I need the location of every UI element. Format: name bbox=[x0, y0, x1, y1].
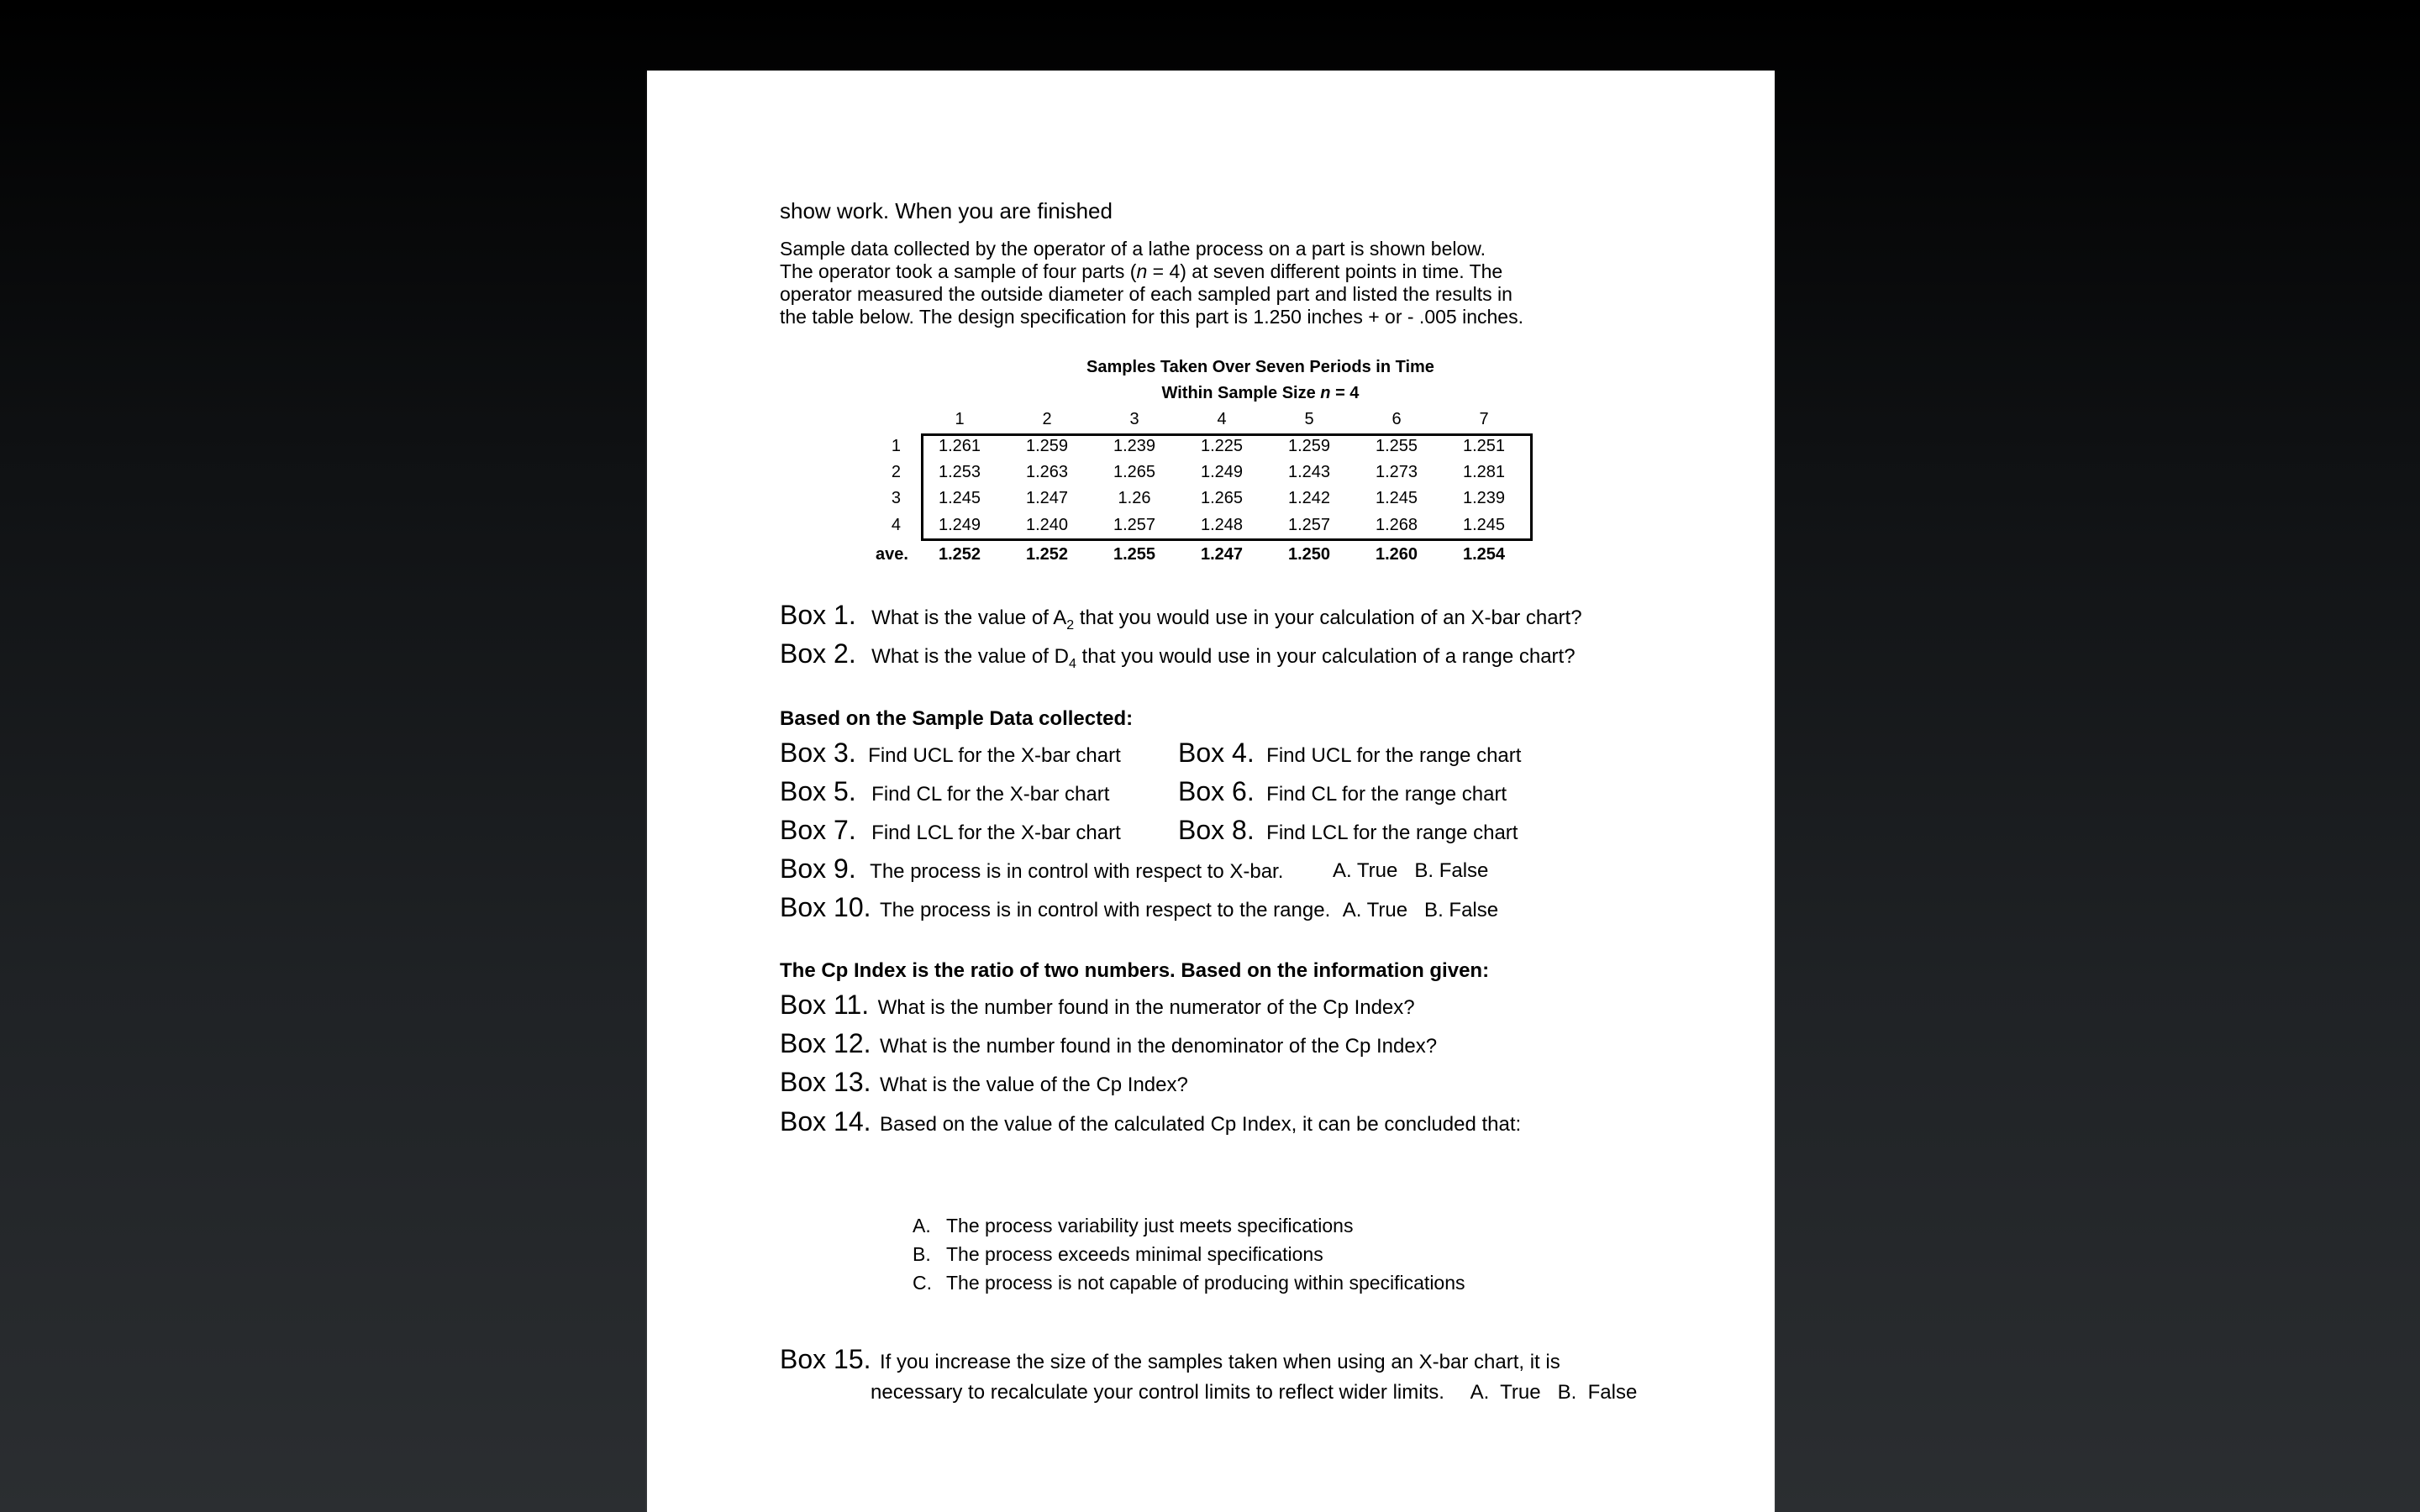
question-box-4 bbox=[1178, 738, 1521, 769]
table-column-header: 6 bbox=[1392, 410, 1402, 428]
subscript: 2 bbox=[1066, 617, 1075, 633]
table-column-header: 3 bbox=[1129, 410, 1139, 428]
table-cell: 1.26 bbox=[1118, 489, 1151, 507]
box-14-option-a bbox=[913, 1215, 1353, 1237]
paragraph-n-italic: n bbox=[1136, 260, 1148, 282]
box-14-option-b bbox=[913, 1243, 1323, 1266]
table-cell: 1.242 bbox=[1287, 489, 1331, 507]
option-text: The process exceeds minimal specifications bbox=[946, 1243, 1323, 1265]
question-box-9 bbox=[780, 853, 1283, 885]
box-question-text: What is the value of A bbox=[871, 606, 1067, 629]
box-label: Box 14. bbox=[780, 1106, 871, 1137]
table-cell: 1.245 bbox=[938, 489, 981, 507]
table-cell: 1.240 bbox=[1025, 516, 1069, 534]
section-heading-cp-index: The Cp Index is the ratio of two numbers. Based on the information given: bbox=[780, 959, 1490, 982]
table-cell: 1.273 bbox=[1375, 463, 1418, 481]
question-box-13 bbox=[780, 1067, 1188, 1098]
table-cell: 1.243 bbox=[1287, 463, 1331, 481]
option-letter: A. bbox=[913, 1215, 931, 1236]
box-label: Box 7. bbox=[780, 815, 856, 845]
box-label: Box 8. bbox=[1178, 815, 1255, 845]
table-column-header: 2 bbox=[1042, 410, 1052, 428]
table-cell: 1.261 bbox=[938, 437, 981, 455]
box-question-text: What is the value of D bbox=[871, 645, 1069, 668]
box-question: What is the value of the Cp Index? bbox=[879, 1074, 1188, 1096]
table-average-cell: 1.247 bbox=[1200, 545, 1244, 564]
table-cell: 1.257 bbox=[1287, 516, 1331, 534]
table-cell: 1.249 bbox=[938, 516, 981, 534]
box-label: Box 4. bbox=[1178, 738, 1255, 768]
table-cell: 1.247 bbox=[1025, 489, 1069, 507]
table-row-label: 1 bbox=[891, 437, 901, 455]
table-average-cell: 1.254 bbox=[1462, 545, 1506, 564]
table-row-label: 3 bbox=[891, 489, 901, 507]
table-cell: 1.225 bbox=[1200, 437, 1244, 455]
question-box-2 bbox=[780, 638, 1576, 672]
paragraph-line: Sample data collected by the operator of a lathe process on a part is shown below. bbox=[780, 238, 1486, 260]
table-average-cell: 1.260 bbox=[1375, 545, 1418, 564]
paragraph-line: operator measured the outside diameter of each sampled part and listed the results in bbox=[780, 283, 1512, 305]
box-question: Find UCL for the range chart bbox=[1266, 744, 1522, 767]
table-subtitle-n: n bbox=[1320, 384, 1331, 402]
document-page bbox=[647, 71, 1775, 1512]
box-label: Box 5. bbox=[780, 776, 856, 806]
table-cell: 1.239 bbox=[1462, 489, 1506, 507]
question-box-3 bbox=[780, 738, 1121, 769]
table-cell: 1.245 bbox=[1375, 489, 1418, 507]
table-cell: 1.263 bbox=[1025, 463, 1069, 481]
table-cell: 1.251 bbox=[1462, 437, 1506, 455]
option-letter: C. bbox=[913, 1272, 932, 1294]
box-question: What is the number found in the denominator of the Cp Index? bbox=[879, 1035, 1438, 1058]
box-question: The process is in control with respect to the range. bbox=[879, 899, 1331, 921]
box-question-text: that you would use in your calculation of a range chart? bbox=[1076, 645, 1576, 668]
question-box-14 bbox=[780, 1106, 1521, 1137]
box-question: Find UCL for the X-bar chart bbox=[868, 744, 1121, 767]
option-letter: B. bbox=[913, 1243, 931, 1265]
table-column-header: 1 bbox=[955, 410, 965, 428]
table-column-header: 7 bbox=[1479, 410, 1489, 428]
question-box-12 bbox=[780, 1028, 1437, 1059]
table-title: Samples Taken Over Seven Periods in Time bbox=[1086, 358, 1434, 376]
table-cell: 1.253 bbox=[938, 463, 981, 481]
box-15-options: A. True B. False bbox=[1470, 1381, 1638, 1404]
table-cell: 1.265 bbox=[1113, 463, 1156, 481]
section-heading-sample-data: Based on the Sample Data collected: bbox=[780, 707, 1134, 730]
question-box-10 bbox=[780, 892, 1498, 923]
question-box-5 bbox=[780, 776, 1109, 807]
intro-heading: show work. When you are finished bbox=[780, 198, 1113, 223]
table-cell: 1.281 bbox=[1462, 463, 1506, 481]
table-row-label: 4 bbox=[891, 516, 901, 534]
box-question: The process is in control with respect to X-bar. bbox=[870, 860, 1284, 883]
table-cell: 1.259 bbox=[1025, 437, 1069, 455]
box-label: Box 6. bbox=[1178, 776, 1255, 806]
table-cell: 1.248 bbox=[1200, 516, 1244, 534]
subscript: 4 bbox=[1068, 656, 1076, 671]
table-cell: 1.249 bbox=[1200, 463, 1244, 481]
table-cell: 1.245 bbox=[1462, 516, 1506, 534]
question-box-11 bbox=[780, 990, 1415, 1021]
table-cell: 1.255 bbox=[1375, 437, 1418, 455]
paragraph-text: = 4) at seven different points in time. The bbox=[1147, 260, 1503, 282]
table-average-cell: 1.250 bbox=[1287, 545, 1331, 564]
box-label: Box 1. bbox=[780, 600, 856, 630]
table-subtitle-text: = 4 bbox=[1330, 384, 1360, 402]
table-subtitle-text: Within Sample Size bbox=[1161, 384, 1321, 402]
box-label: Box 11. bbox=[780, 990, 870, 1020]
box-question: Based on the value of the calculated Cp Index, it can be concluded that: bbox=[879, 1113, 1522, 1136]
question-box-8 bbox=[1178, 815, 1518, 846]
paragraph-text: The operator took a sample of four parts ( bbox=[780, 260, 1137, 282]
box-question bbox=[871, 645, 1576, 671]
box-14-option-c bbox=[913, 1272, 1465, 1294]
table-cell: 1.257 bbox=[1113, 516, 1156, 534]
question-box-1 bbox=[780, 600, 1582, 633]
box-question: Find CL for the X-bar chart bbox=[871, 783, 1110, 806]
table-average-cell: 1.255 bbox=[1113, 545, 1156, 564]
table-column-header: 5 bbox=[1304, 410, 1314, 428]
question-box-7 bbox=[780, 815, 1121, 846]
paragraph-line bbox=[780, 260, 1620, 283]
box-question: necessary to recalculate your control limits to reflect wider limits. bbox=[871, 1381, 1444, 1404]
box-question: If you increase the size of the samples taken when using an X-bar chart, it is bbox=[879, 1351, 1560, 1373]
box-9-options: A. True B. False bbox=[1333, 859, 1489, 882]
box-question: Find LCL for the X-bar chart bbox=[871, 822, 1121, 844]
box-10-options: A. True B. False bbox=[1342, 899, 1499, 921]
table-row-label: 2 bbox=[891, 463, 901, 481]
table-subtitle bbox=[983, 384, 1538, 403]
table-column-header: 4 bbox=[1217, 410, 1227, 428]
box-label: Box 12. bbox=[780, 1028, 871, 1058]
option-text: The process variability just meets specifications bbox=[946, 1215, 1354, 1236]
box-label: Box 15. bbox=[780, 1344, 871, 1374]
box-question: Find CL for the range chart bbox=[1266, 783, 1507, 806]
table-cell: 1.268 bbox=[1375, 516, 1418, 534]
question-box-15 bbox=[780, 1344, 1560, 1375]
table-average-label: ave. bbox=[876, 545, 908, 564]
table-cell: 1.259 bbox=[1287, 437, 1331, 455]
box-question bbox=[871, 606, 1582, 633]
table-cell: 1.265 bbox=[1200, 489, 1244, 507]
box-label: Box 3. bbox=[780, 738, 856, 768]
intro-paragraph bbox=[780, 238, 1620, 328]
box-question-text: that you would use in your calculation of an X-bar chart? bbox=[1074, 606, 1582, 629]
box-15-line-2 bbox=[871, 1381, 1637, 1404]
question-box-6 bbox=[1178, 776, 1507, 807]
box-label: Box 2. bbox=[780, 638, 856, 669]
table-average-cell: 1.252 bbox=[938, 545, 981, 564]
box-label: Box 13. bbox=[780, 1067, 871, 1097]
box-label: Box 10. bbox=[780, 892, 871, 922]
box-question: Find LCL for the range chart bbox=[1266, 822, 1518, 844]
table-average-cell: 1.252 bbox=[1025, 545, 1069, 564]
table-cell: 1.239 bbox=[1113, 437, 1156, 455]
option-text: The process is not capable of producing within specifications bbox=[946, 1272, 1465, 1294]
box-label: Box 9. bbox=[780, 853, 856, 884]
box-question: What is the number found in the numerator of the Cp Index? bbox=[877, 996, 1415, 1019]
paragraph-line: the table below. The design specification for this part is 1.250 inches + or - .005 inches. bbox=[780, 306, 1523, 328]
